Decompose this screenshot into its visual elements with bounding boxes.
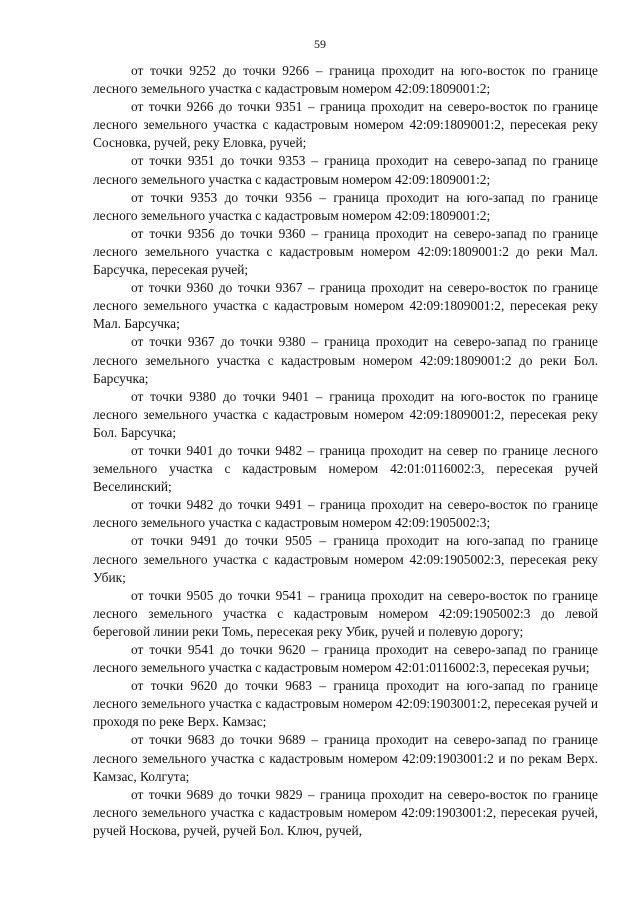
paragraph: от точки 9401 до точки 9482 – граница проходит на север по границе лесного земельного участка с кадастровым номером 42:01:0116002:3, пересекая ручей Веселинский; xyxy=(93,442,598,495)
paragraph: от точки 9266 до точки 9351 – граница проходит на северо-восток по границе лесного земельного участка с кадастровым номером 42:09:1809001:2, пересекая реку Сосновка, ручей, реку Еловка, ручей; xyxy=(93,99,598,151)
paragraph: от точки 9367 до точки 9380 – граница проходит на северо-запад по границе лесного земельного участка с кадастровым номером 42:09:1809001:2 до реки Бол. Барсучка; xyxy=(93,334,598,386)
paragraph: от точки 9353 до точки 9356 – граница проходит на юго-запад по границе лесного земельного участка с кадастровым номером 42:09:1809001:2; xyxy=(93,189,598,223)
paragraph: от точки 9491 до точки 9505 – граница проходит на юго-запад по границе лесного земельного участка с кадастровым номером 42:09:1905002:3, пересекая реку Убик; xyxy=(93,533,598,585)
paragraph: от точки 9356 до точки 9360 – граница проходит на северо-запад по границе лесного земельного участка с кадастровым номером 42:09:1809001:2 до реки Мал. Барсучка, пересекая ручей; xyxy=(93,225,598,278)
paragraph: от точки 9482 до точки 9491 – граница проходит на северо-восток по границе лесного земельного участка с кадастровым номером 42:09:1905002:3; xyxy=(93,497,598,531)
body-text xyxy=(93,62,598,840)
paragraph: от точки 9252 до точки 9266 – граница проходит на юго-восток по границе лесного земельного участка с кадастровым номером 42:09:1809001:2; xyxy=(93,63,598,97)
page-number: 59 xyxy=(314,37,326,51)
paragraph: от точки 9505 до точки 9541 – граница проходит на северо-восток по границе лесного земельного участка с кадастровым номером 42:09:1905002:3 до левой береговой линии реки Томь, пересекая реку Убик, ручей и полевую дорогу; xyxy=(93,587,598,639)
paragraph: от точки 9689 до точки 9829 – граница проходит на северо-восток по границе лесного земельного участка с кадастровым номером 42:09:1903001:2, пересекая ручей, ручей Носкова, ручей, ручей Бол. Ключ, ручей, xyxy=(93,786,598,838)
paragraph: от точки 9351 до точки 9353 – граница проходит на северо-запад по границе лесного земельного участка с кадастровым номером 42:09:1809001:2; xyxy=(93,153,598,187)
paragraph: от точки 9683 до точки 9689 – граница проходит на северо-запад по границе лесного земельного участка с кадастровым номером 42:09:1903001:2 и по рекам Верх. Камзас, Колгута; xyxy=(93,732,598,784)
paragraph: от точки 9541 до точки 9620 – граница проходит на северо-запад по границе лесного земельного участка с кадастровым номером 42:01:0116002:3, пересекая ручьи; xyxy=(93,642,598,676)
paragraph: от точки 9380 до точки 9401 – граница проходит на юго-восток по границе лесного земельного участка с кадастровым номером 42:09:1809001:2, пересекая реку Бол. Барсучка; xyxy=(93,388,598,440)
paragraph: от точки 9360 до точки 9367 – граница проходит на северо-восток по границе лесного земельного участка с кадастровым номером 42:09:1809001:2, пересекая реку Мал. Барсучка; xyxy=(93,280,598,332)
paragraph: от точки 9620 до точки 9683 – граница проходит на юго-запад по границе лесного земельного участка с кадастровым номером 42:09:1903001:2, пересекая ручей и проходя по реке Верх. Камзас; xyxy=(93,678,598,730)
